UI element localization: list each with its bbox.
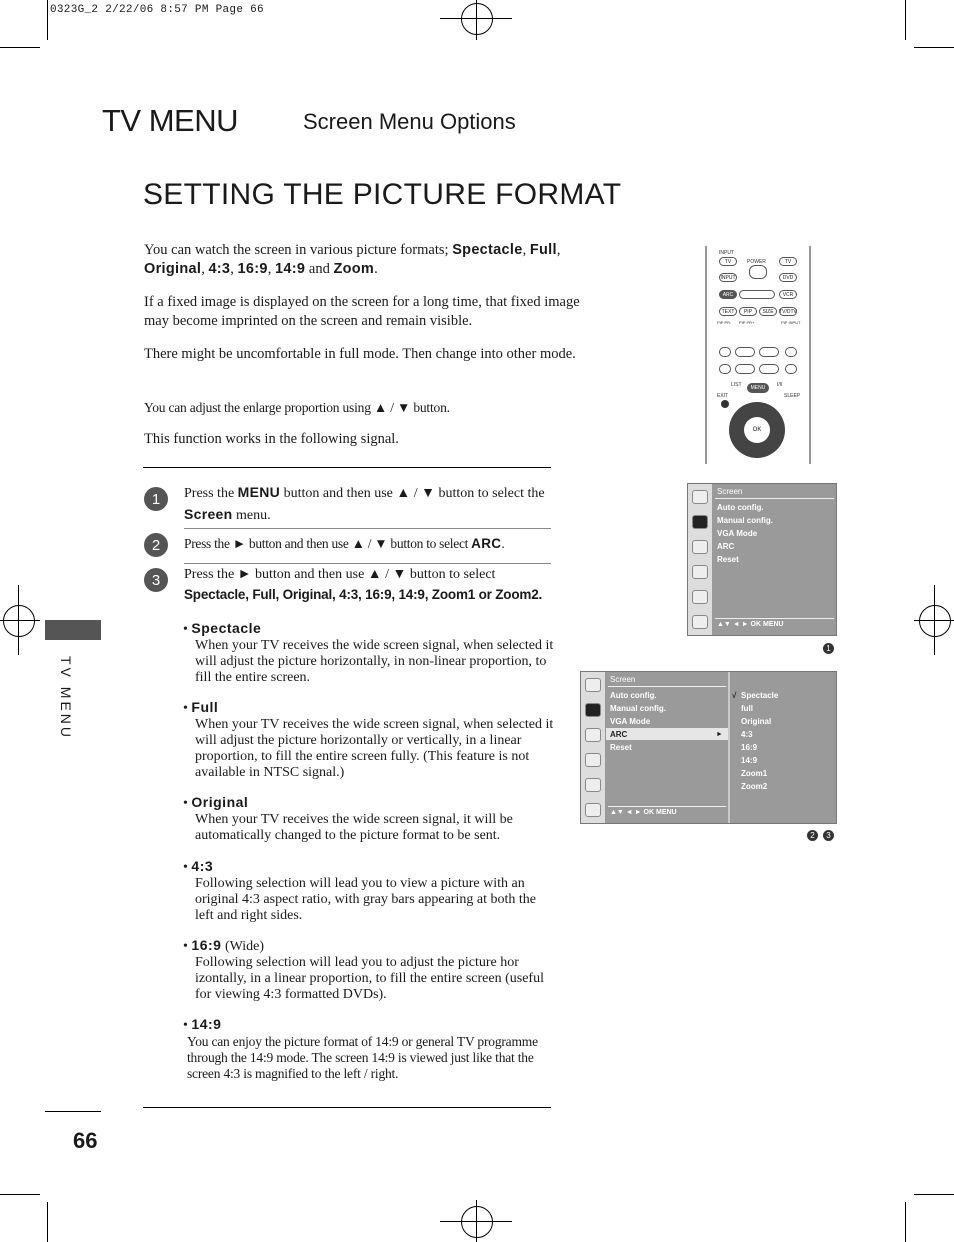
registration-mark xyxy=(3,605,35,637)
arc-submenu xyxy=(730,672,836,823)
crop-mark xyxy=(47,1202,48,1242)
audio-icon xyxy=(692,540,708,554)
audio-icon xyxy=(585,728,601,742)
menu-footer: ▲▼ ◄ ► OK MENU xyxy=(610,809,677,816)
menu-icon-column xyxy=(581,672,606,823)
menu-title: Screen xyxy=(610,675,636,684)
arc-option: 14:9 xyxy=(741,756,758,765)
step-number: 1 xyxy=(144,487,168,511)
check-icon: √ xyxy=(732,691,737,700)
registration-mark xyxy=(461,1206,493,1238)
divider xyxy=(608,686,726,687)
divider xyxy=(45,1111,101,1112)
arc-option: 4:3 xyxy=(741,730,753,739)
option-icon xyxy=(585,778,601,792)
stop-button xyxy=(719,347,731,357)
screen-icon xyxy=(585,703,601,717)
crop-mark xyxy=(0,47,40,48)
step-2: Press the ► button and then use ▲ / ▼ button to select ARC. xyxy=(184,536,505,551)
tv-mode-button: TV xyxy=(779,257,797,266)
volume-rocker xyxy=(739,290,775,299)
divider xyxy=(608,806,726,807)
menu-item: Auto config. xyxy=(610,691,657,700)
crop-mark xyxy=(0,1194,40,1195)
intro-signal: This function works in the following signal. xyxy=(144,431,399,447)
menu-title: Screen xyxy=(717,487,743,496)
divider xyxy=(184,528,551,529)
power-button xyxy=(749,265,767,279)
registration-mark xyxy=(440,18,512,19)
arc-option: Original xyxy=(741,717,772,726)
crop-mark xyxy=(914,47,954,48)
divider xyxy=(715,498,834,499)
registration-mark xyxy=(0,620,40,621)
step-badge: 2 xyxy=(807,830,818,841)
step-number: 3 xyxy=(144,568,168,592)
arc-button: ARC xyxy=(719,290,737,299)
picture-icon xyxy=(692,490,708,504)
intro-warning: If a fixed image is displayed on the screen for a long time, that fixed image may become imprinted on the screen and remain visible. xyxy=(144,294,580,329)
step-number: 2 xyxy=(144,533,168,557)
menu-icon-column xyxy=(688,484,713,635)
registration-mark xyxy=(461,3,493,35)
step-badge: 1 xyxy=(823,643,834,654)
crop-mark xyxy=(914,1194,954,1195)
step-3: Press the ► button and then use ▲ / ▼ button to select Spectacle, Full, Original, 4:3, 16:9, 14:9, Zoom1 or Zoom2. xyxy=(184,567,543,602)
step-badge: 3 xyxy=(823,830,834,841)
menu-item: Manual config. xyxy=(610,704,666,713)
registration-mark xyxy=(919,605,951,637)
divider xyxy=(715,618,834,619)
menu-item: ARC xyxy=(717,542,735,551)
page-number: 66 xyxy=(73,1128,98,1153)
menu-item: ARC xyxy=(610,730,628,739)
print-slug: 0323G_2 2/22/06 8:57 PM Page 66 xyxy=(50,4,264,16)
intro-adjust: You can adjust the enlarge proportion using ▲ / ▼ button. xyxy=(144,400,450,415)
option-original: • Original When your TV receives the wide screen signal, it will be automatically changed to the picture format to be sent. xyxy=(183,794,513,843)
option-4-3: • 4:3 Following selection will lead you to view a picture with an original 4:3 aspect ratio, with gray bars appearing at both the left and right sides. xyxy=(183,858,536,923)
divider xyxy=(143,467,551,468)
forward-button xyxy=(759,364,779,374)
arc-menu-panel xyxy=(580,671,837,824)
skip-back-button xyxy=(719,364,731,374)
menu-footer: ▲▼ ◄ ► OK MENU xyxy=(717,621,784,628)
record-button xyxy=(785,347,797,357)
menu-item: Manual config. xyxy=(717,516,773,525)
crop-mark xyxy=(47,0,48,40)
arc-option: Zoom1 xyxy=(741,769,768,778)
registration-mark xyxy=(440,1221,512,1222)
intro-fullmode: There might be uncomfortable in full mode. Then change into other mode. xyxy=(144,346,576,362)
menu-body xyxy=(713,484,836,635)
intro-formats: You can watch the screen in various picture formats; Spectacle, Full, Original, 4:3, 16:9, 14:9 and Zoom. xyxy=(144,242,561,277)
registration-mark xyxy=(476,0,477,40)
section-title: TV MENU xyxy=(102,103,238,138)
lock-icon xyxy=(585,803,601,817)
arc-option: Spectacle xyxy=(741,691,779,700)
registration-mark xyxy=(914,620,954,621)
text-button: TEXT xyxy=(719,307,737,316)
tv-button: TV xyxy=(719,257,737,266)
skip-forward-button xyxy=(785,364,797,374)
option-14-9: • 14:9 You can enjoy the picture format of 14:9 or general TV programme through the 14:9 mode. The screen 14:9 is viewed just like that the screen 4:3 is magnified to the left / right. xyxy=(183,1016,538,1081)
option-icon xyxy=(692,590,708,604)
menu-item: VGA Mode xyxy=(610,717,651,726)
screen-menu-panel xyxy=(687,483,837,636)
side-label: TV MENU xyxy=(58,656,74,740)
exit-button xyxy=(721,400,729,408)
arc-option: 16:9 xyxy=(741,743,758,752)
arc-option: Zoom2 xyxy=(741,782,768,791)
arc-option: full xyxy=(741,704,753,713)
menu-body xyxy=(606,672,728,823)
pause-button xyxy=(759,347,779,357)
input-button: INPUT xyxy=(720,274,736,281)
menu-item: Reset xyxy=(717,555,739,564)
size-button: SIZE xyxy=(759,307,777,316)
option-full: • Full When your TV receives the wide screen signal, when selected it will adjust the picture horizontally or vertically, in a linear proportion, to fill the entire screen fully. (This feature is not available in NTSC signal.) xyxy=(183,699,554,780)
step-1: Press the MENU button and then use ▲ / ▼ button to select the Screen menu. xyxy=(184,484,545,523)
crop-mark xyxy=(905,1202,906,1242)
menu-item: Auto config. xyxy=(717,503,764,512)
picture-icon xyxy=(585,678,601,692)
rewind-button xyxy=(735,364,755,374)
option-spectacle: • Spectacle When your TV receives the wide screen signal, when selected it will adjust the picture horizontally, in non-linear proportion, to fill the entire screen. xyxy=(183,620,554,685)
pip-button: PIP xyxy=(739,307,757,316)
time-icon xyxy=(692,565,708,579)
dvd-button: DVD xyxy=(779,273,797,282)
play-button xyxy=(735,347,755,357)
lock-icon xyxy=(692,615,708,629)
side-tab xyxy=(45,620,101,640)
vcr-button: VCR xyxy=(779,290,797,299)
section-subtitle: Screen Menu Options xyxy=(303,109,516,134)
menu-item: Reset xyxy=(610,743,632,752)
ok-button: OK xyxy=(744,417,770,443)
page-title: SETTING THE PICTURE FORMAT xyxy=(143,178,622,211)
menu-button: MENU xyxy=(747,383,769,393)
time-icon xyxy=(585,753,601,767)
tv-dtv-button: TV/DTV xyxy=(779,308,797,315)
divider xyxy=(143,1107,551,1108)
crop-mark xyxy=(905,0,906,40)
divider xyxy=(184,563,551,564)
menu-item: VGA Mode xyxy=(717,529,758,538)
screen-icon xyxy=(692,515,708,529)
option-16-9: • 16:9 (Wide) Following selection will lead you to adjust the picture hor izontally, in a linear proportion, to fill the entire screen (useful for viewing 4:3 formatted DVDs). xyxy=(183,937,544,1002)
remote-control: INPUT TV POWER TV INPUT DVD ARC VCR TEXT PIP SIZE TV/DTV PIP PR- PIP PR+ PIP INPUT LIST I/II MENU EXIT SLEEP OK xyxy=(705,246,811,464)
submenu-arrow-icon: ► xyxy=(716,730,723,738)
